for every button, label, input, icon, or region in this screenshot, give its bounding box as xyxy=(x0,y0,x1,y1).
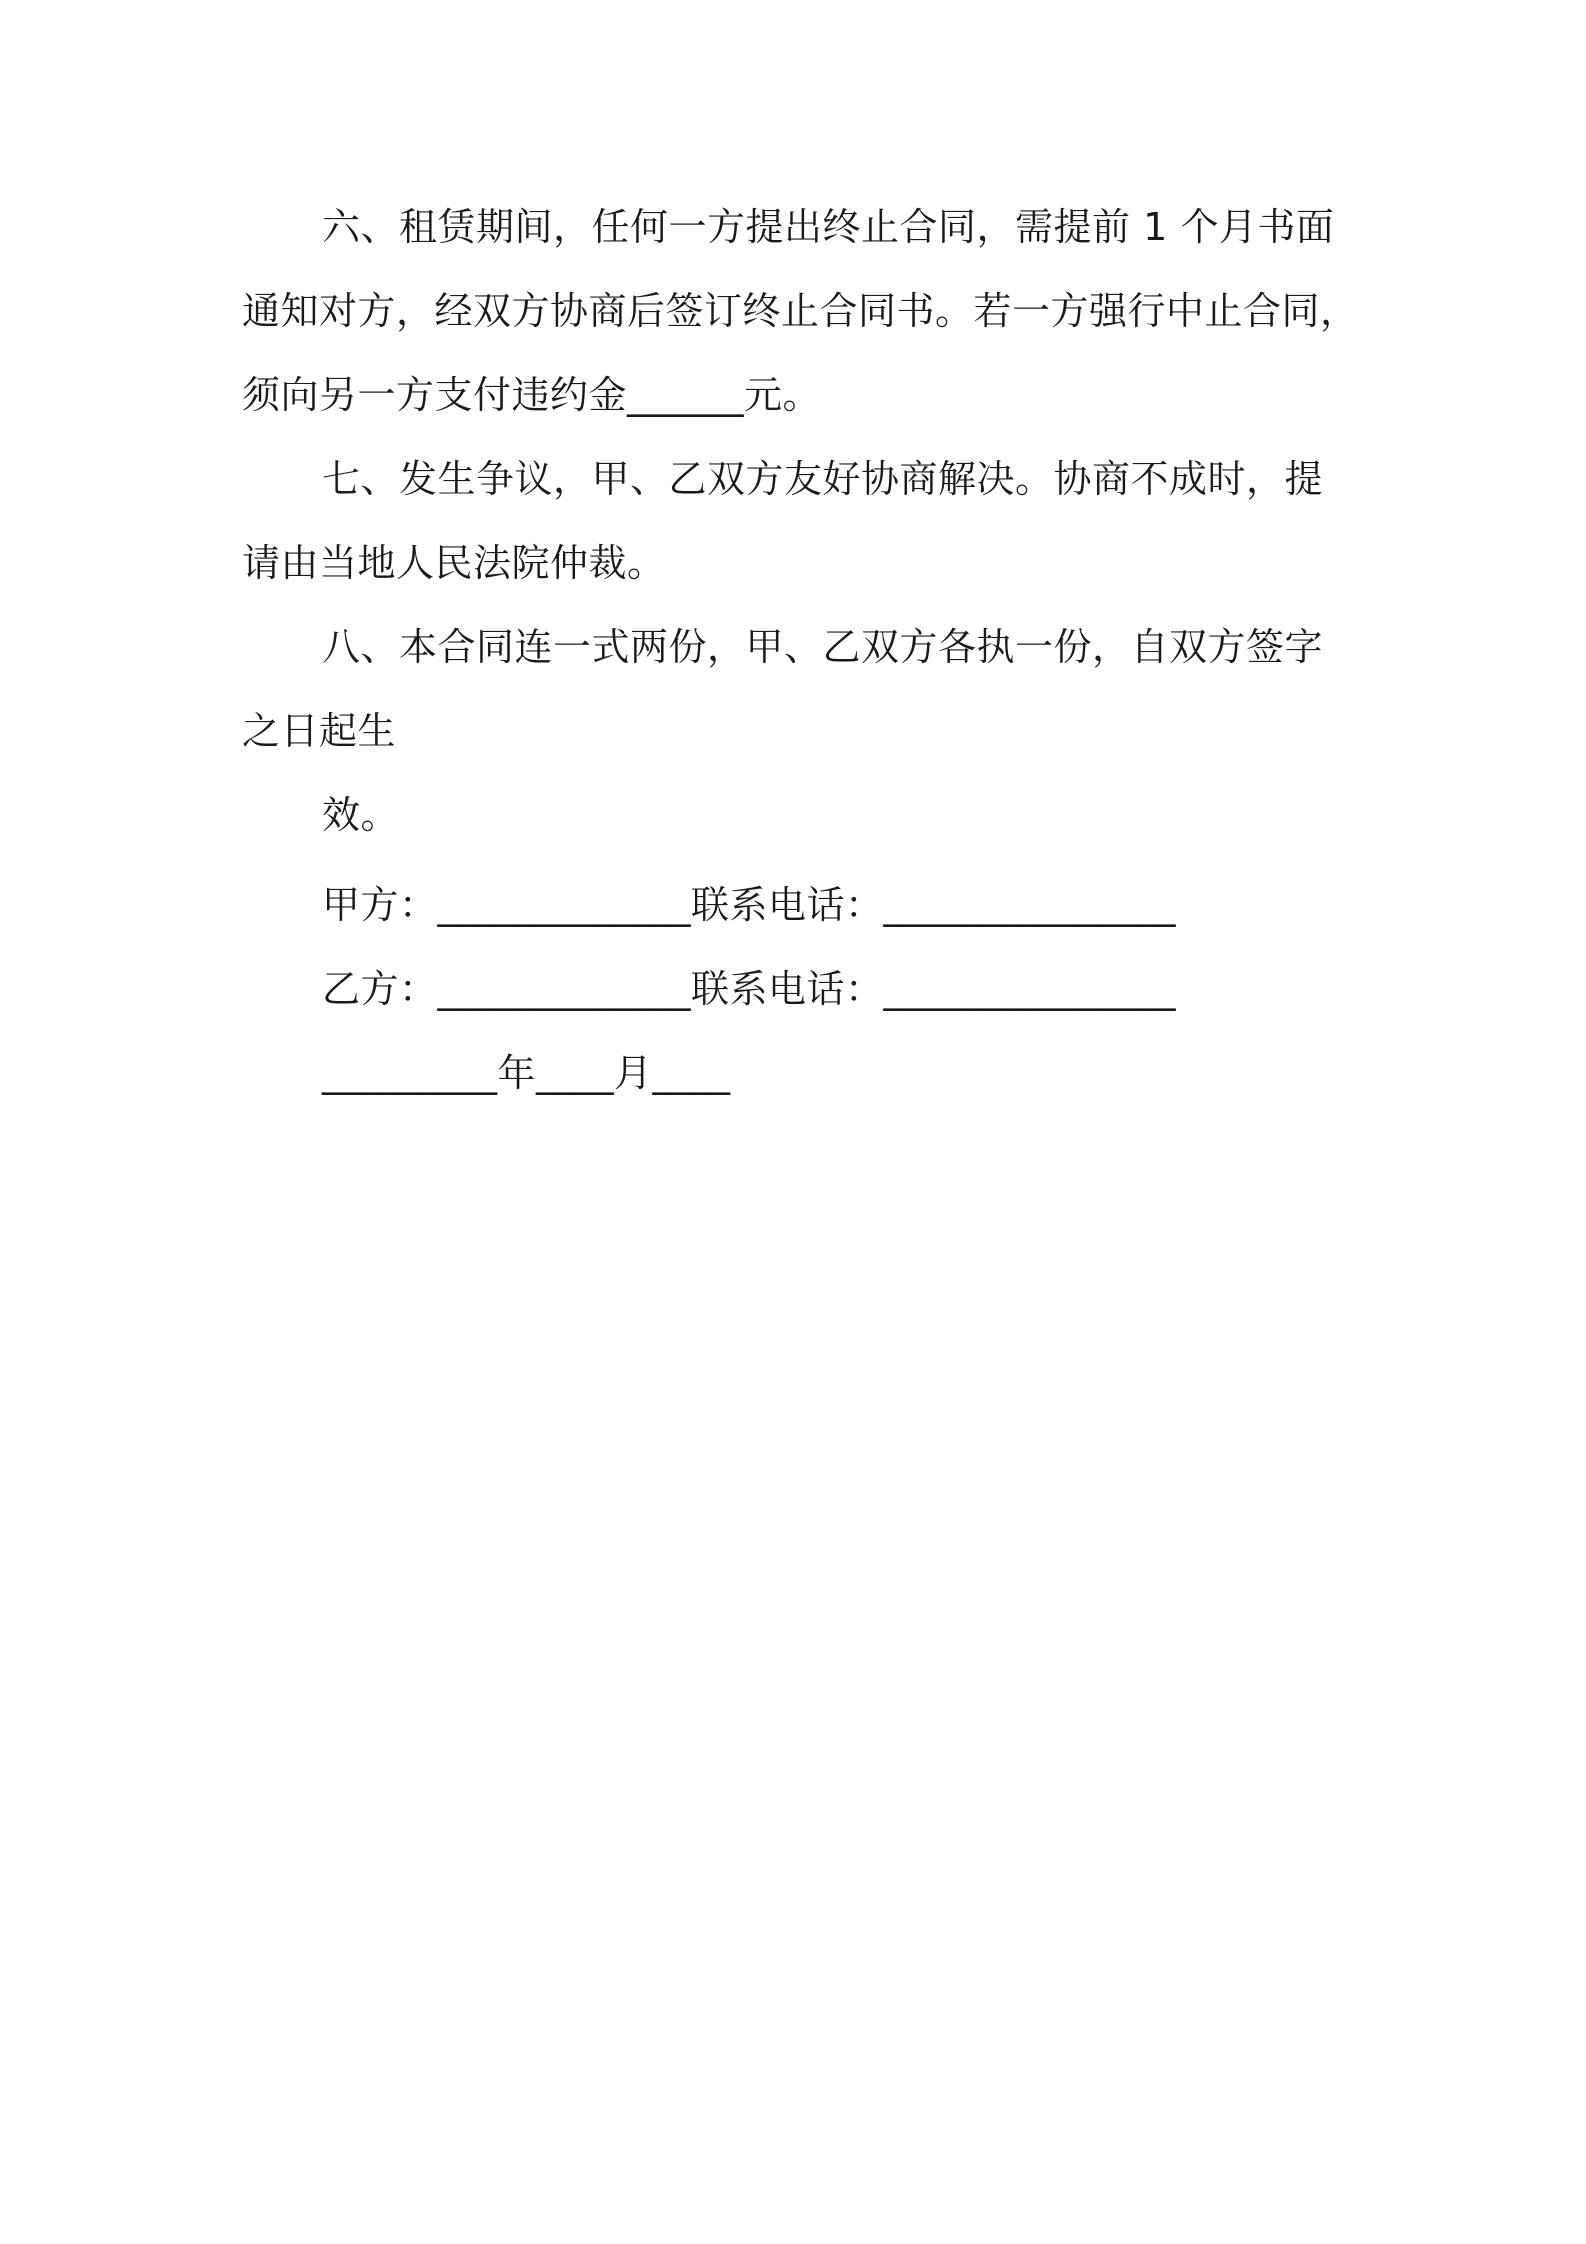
party-b-signature-line xyxy=(322,966,1176,1012)
party-b-phone-blank: _______________ xyxy=(883,967,1177,1011)
party-a-blank: _____________ xyxy=(437,883,692,927)
month-label: 月 xyxy=(614,1051,653,1095)
clause-6-line-1: 六、租赁期间，任何一方提出终止合同，需提前 1 个月书面 xyxy=(322,205,1335,249)
clause-6-line-2: 通知对方，经双方协商后签订终止合同书。若一方强行中止合同， xyxy=(242,289,1359,333)
party-a-phone-blank: _______________ xyxy=(883,883,1177,927)
day-blank: ____ xyxy=(652,1051,731,1095)
penalty-amount-blank: ______ xyxy=(627,373,745,417)
party-a-label: 甲方： xyxy=(322,883,438,927)
party-b-phone-label: 联系电话： xyxy=(691,967,884,1011)
party-b-label: 乙方： xyxy=(322,967,438,1011)
clause-8-line-3: 效。 xyxy=(322,793,400,837)
party-b-blank: _____________ xyxy=(437,967,692,1011)
year-blank: _________ xyxy=(322,1051,498,1095)
party-a-signature-line xyxy=(322,882,1176,928)
year-label: 年 xyxy=(497,1051,537,1095)
party-a-phone-label: 联系电话： xyxy=(691,883,884,927)
clause-8-line-1: 八、本合同连一式两份，甲、乙双方各执一份，自双方签字 xyxy=(322,625,1324,669)
penalty-suffix: 元。 xyxy=(744,373,822,417)
clause-6-line-3 xyxy=(242,372,821,418)
clause-7-line-1: 七、发生争议，甲、乙双方友好协商解决。协商不成时，提 xyxy=(322,457,1324,501)
date-line xyxy=(322,1050,731,1096)
clause-7-line-2: 请由当地人民法院仲裁。 xyxy=(242,541,666,585)
month-blank: ____ xyxy=(536,1051,615,1095)
clause-8-line-2: 之日起生 xyxy=(242,709,397,753)
penalty-prefix: 须向另一方支付违约金 xyxy=(242,373,628,417)
